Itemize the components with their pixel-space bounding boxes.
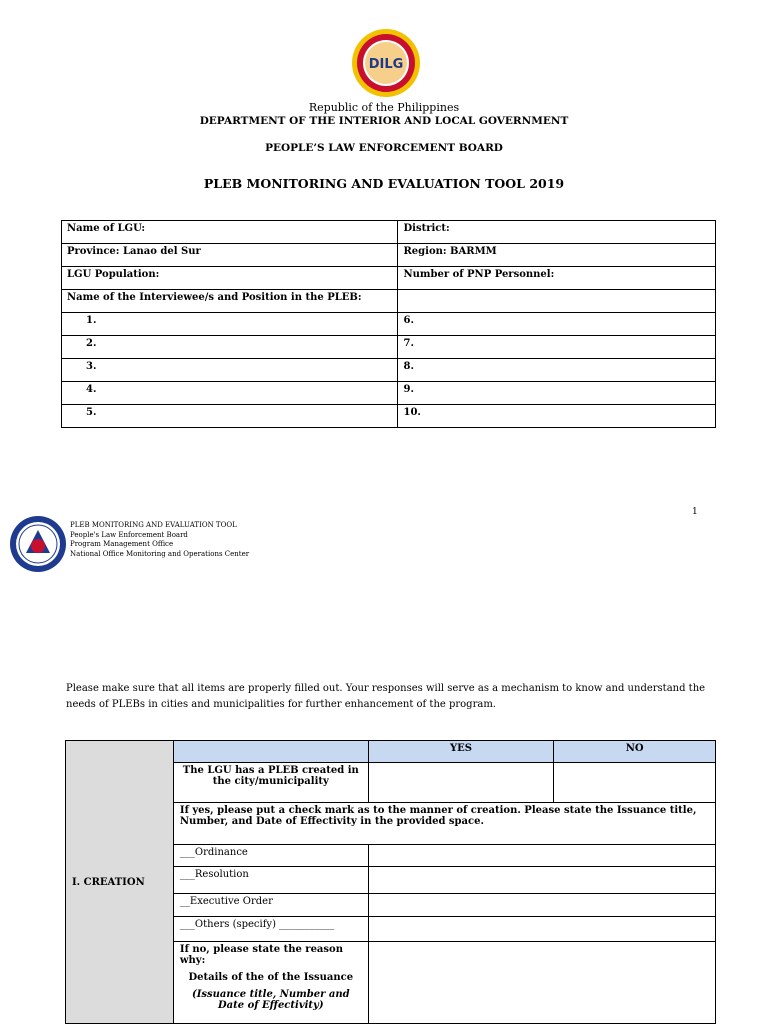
lgu-name-field[interactable]: Name of LGU: — [62, 221, 398, 244]
issuance-details-note: (Issuance title, Number and Date of Effectivity) — [191, 989, 350, 1011]
interviewee-row[interactable]: 5. — [62, 405, 398, 428]
caption-line: Program Management Office — [70, 540, 174, 548]
caption-line: People's Law Enforcement Board — [70, 530, 188, 539]
dilg-seal-logo — [351, 28, 421, 98]
instructions-paragraph: Please make sure that all items are properly filled out. Your responses will serve as a mechanism to know and understand the needs of PLEBs in cities and municipalities for further enhancement of the program. — [66, 683, 706, 710]
seal-text: DILG — [368, 57, 404, 72]
interviewee-row[interactable]: 1. — [62, 313, 398, 336]
pnp-personnel-field[interactable]: Number of PNP Personnel: — [398, 267, 716, 290]
department-heading: DEPARTMENT OF THE INTERIOR AND LOCAL GOVERNMENT — [199, 115, 569, 127]
republic-heading: Republic of the Philippines — [308, 101, 460, 114]
no-reason-block — [173, 942, 368, 1024]
pleb-seal-logo — [9, 515, 67, 573]
executive-order-details[interactable] — [368, 894, 715, 917]
page-number: 1 — [692, 507, 698, 517]
interviewee-row[interactable]: 2. — [62, 336, 398, 359]
no-reason-answer[interactable] — [368, 942, 715, 1024]
others-option[interactable]: ___Others (specify) ___________ — [173, 917, 368, 942]
issuance-details-label: Details of the of the Issuance — [188, 972, 354, 983]
header-blank — [173, 741, 368, 763]
no-header: NO — [554, 741, 716, 763]
resolution-details[interactable] — [368, 867, 715, 894]
district-field[interactable]: District: — [398, 221, 716, 244]
province-field[interactable]: Province: Lanao del Sur — [62, 244, 398, 267]
population-field[interactable]: LGU Population: — [62, 267, 398, 290]
others-details[interactable] — [368, 917, 715, 942]
section-label: I. CREATION — [66, 741, 174, 1024]
interviewee-row[interactable]: 3. — [62, 359, 398, 382]
creation-manner-instruction: If yes, please put a check mark as to the manner of creation. Please state the Issuance title, Number, and Date of Effectivity in the provided space. — [173, 803, 715, 845]
no-reason-question: If no, please state the reason why: — [179, 944, 343, 966]
caption-line: PLEB MONITORING AND EVALUATION TOOL — [70, 521, 237, 529]
interviewee-label: Name of the Interviewee/s and Position in the PLEB: — [62, 290, 398, 313]
resolution-option[interactable]: ___Resolution — [173, 867, 368, 894]
interviewee-row[interactable]: 6. — [398, 313, 716, 336]
creation-table — [65, 740, 716, 1024]
document-title: PLEB MONITORING AND EVALUATION TOOL 2019 — [203, 176, 565, 191]
lgu-info-table — [61, 220, 716, 428]
caption-line: National Office Monitoring and Operations Center — [70, 549, 250, 558]
interviewee-row[interactable]: 9. — [398, 382, 716, 405]
interviewee-row[interactable]: 10. — [398, 405, 716, 428]
interviewee-row[interactable]: 8. — [398, 359, 716, 382]
region-field[interactable]: Region: BARMM — [398, 244, 716, 267]
interviewee-row[interactable]: 7. — [398, 336, 716, 359]
board-heading: PEOPLE’S LAW ENFORCEMENT BOARD — [265, 142, 503, 154]
ordinance-option[interactable]: ___Ordinance — [173, 845, 368, 867]
interviewee-blank[interactable] — [398, 290, 716, 313]
executive-order-option[interactable]: __Executive Order — [173, 894, 368, 917]
pleb-created-question: The LGU has a PLEB created in the city/municipality — [173, 763, 368, 803]
interviewee-row[interactable]: 4. — [62, 382, 398, 405]
yes-header: YES — [368, 741, 554, 763]
yes-cell[interactable] — [368, 763, 554, 803]
ordinance-details[interactable] — [368, 845, 715, 867]
office-caption — [70, 521, 249, 559]
no-cell[interactable] — [554, 763, 716, 803]
